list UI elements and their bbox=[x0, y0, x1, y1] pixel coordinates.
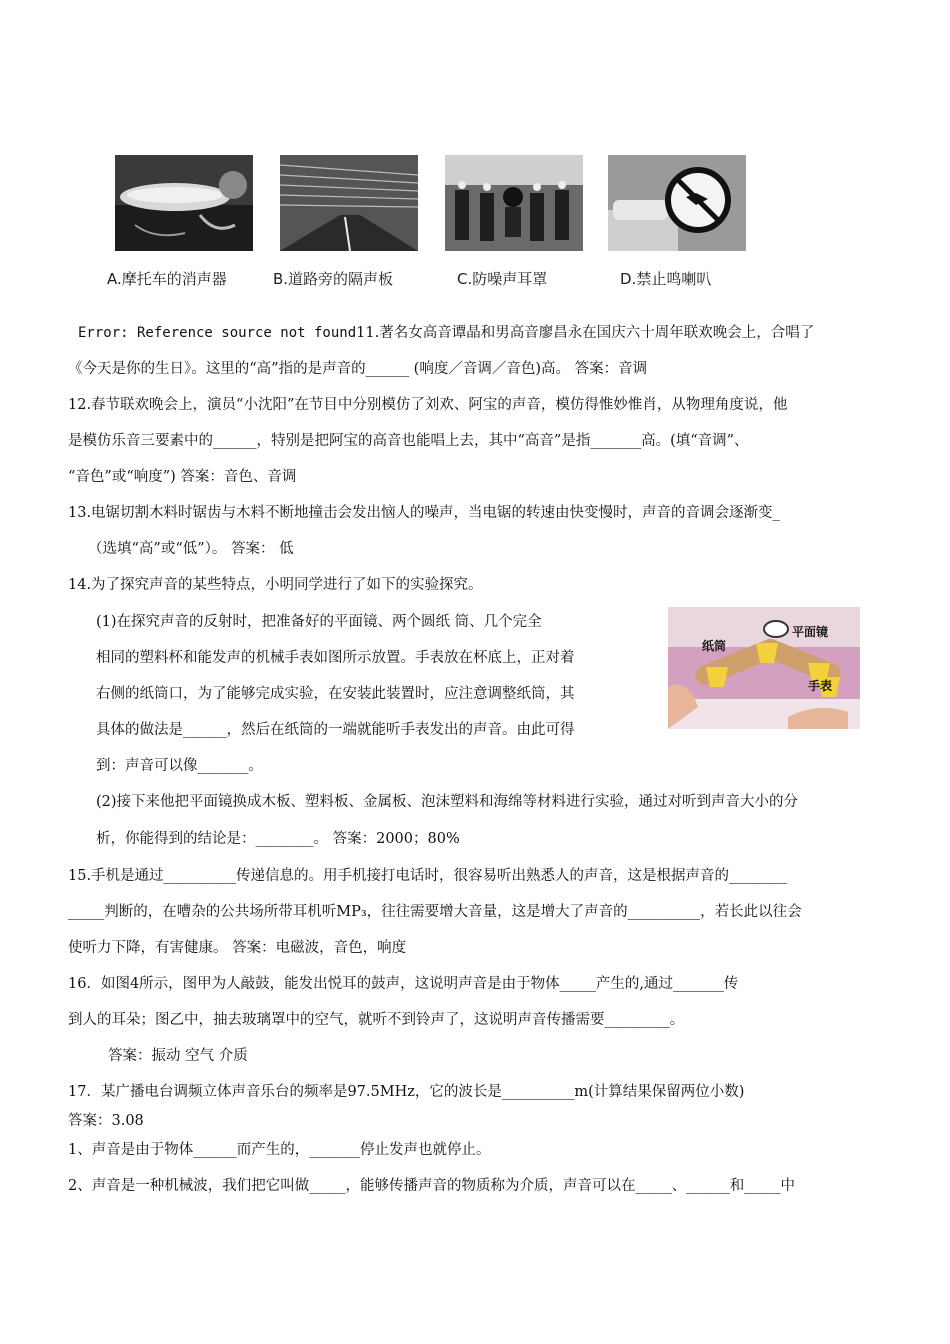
experiment-setup-image bbox=[668, 607, 860, 729]
q14-p2-line1: (2)接下来他把平面镜换成木板、塑料板、金属板、泡沫塑料和海绵等材料进行实验，通过对听到声音大小的分 bbox=[96, 794, 799, 810]
sound-barrier-image bbox=[280, 155, 418, 251]
q12-line2: 是模仿乐音三要素中的______，特别是把阿宝的高音也能唱上去，其中“高音”是指_______高。(填“音调”、 bbox=[68, 433, 749, 449]
caption-c: C.防噪声耳罩 bbox=[457, 270, 548, 288]
q12-line1: 12.春节联欢晚会上，演员“小沈阳”在节目中分别模仿了刘欢、阿宝的声音，模仿得惟妙惟肖，从物理角度说，他 bbox=[68, 397, 788, 413]
caption-a: A.摩托车的消声器 bbox=[107, 270, 227, 288]
label-plane-mirror: 平面镜 bbox=[792, 625, 829, 639]
q11-line1 bbox=[78, 323, 814, 343]
q15-line3: 使听力下降，有害健康。 答案：电磁波，音色，响度 bbox=[68, 940, 407, 956]
q14-p1-line2: 相同的塑料杯和能发声的机械手表如图所示放置。手表放在杯底上，正对着 bbox=[96, 650, 575, 666]
reference-error-text: Error: Reference source not found bbox=[78, 325, 357, 341]
q15-line2: _____判断的，在嘈杂的公共场所带耳机听MP₃，往往需要增大音量，这是增大了声音的__________，若长此以往会 bbox=[68, 904, 802, 920]
q13-line2: （选填“高”或“低”）。 答案： 低 bbox=[88, 541, 294, 557]
q16-line2: 到人的耳朵；图乙中，抽去玻璃罩中的空气，就听不到铃声了，这说明声音传播需要_________。 bbox=[68, 1012, 685, 1028]
q14-p1-line3: 右侧的纸筒口，为了能够完成实验，在安装此装置时，应注意调整纸筒，其 bbox=[96, 686, 575, 702]
q14-line1: 14.为了探究声音的某些特点，小明同学进行了如下的实验探究。 bbox=[68, 577, 483, 593]
figure-b-sound-barrier bbox=[280, 155, 418, 251]
q11-text: 11.著名女高音谭晶和男高音廖昌永在国庆六十周年联欢晚会上，合唱了 bbox=[356, 325, 815, 341]
q13-line1: 13.电锯切割木料时锯齿与木料不断地撞击会发出恼人的噪声，当电锯的转速由快变慢时，声音的音调会逐渐变_ bbox=[68, 505, 780, 521]
caption-d: D.禁止鸣喇叭 bbox=[620, 270, 712, 288]
q12-line3: “音色”或“响度”) 答案：音色、音调 bbox=[68, 469, 297, 485]
label-watch: 手表 bbox=[808, 679, 833, 693]
q16-answer: 答案：振动 空气 介质 bbox=[108, 1048, 248, 1064]
q17-answer: 答案：3.08 bbox=[68, 1113, 144, 1129]
q15-line1: 15.手机是通过__________传递信息的。用手机接打电话时，很容易听出熟悉人的声音，这是根据声音的________ bbox=[68, 868, 788, 884]
q14-p1-line5: 到：声音可以像_______。 bbox=[96, 758, 263, 774]
review-q1: 1、声音是由于物体______而产生的，_______停止发声也就停止。 bbox=[68, 1142, 491, 1158]
q14-p1-line4: 具体的做法是______，然后在纸筒的一端就能听手表发出的声音。由此可得 bbox=[96, 722, 575, 738]
q16-line1: 16．如图4所示，图甲为人敲鼓，能发出悦耳的鼓声，这说明声音是由于物体_____产生的,通过_______传 bbox=[68, 976, 739, 992]
q14-p2-line2: 析，你能得到的结论是：________。 答案：2000；80% bbox=[96, 831, 460, 847]
q11-line2: 《今天是你的生日》。这里的“高”指的是声音的______ (响度／音调／音色)高。 答案：音调 bbox=[68, 361, 648, 377]
reflection-experiment-photo bbox=[668, 607, 860, 729]
caption-b: B.道路旁的隔声板 bbox=[273, 270, 394, 288]
figure-d-no-honking bbox=[608, 155, 746, 251]
q14-p1-line1: (1)在探究声音的反射时，把准备好的平面镜、两个圆纸 筒、几个完全 bbox=[96, 614, 542, 630]
review-q2: 2、声音是一种机械波，我们把它叫做_____，能够传播声音的物质称为介质，声音可以在_____、______和_____中 bbox=[68, 1178, 795, 1194]
figure-c-earmuffs bbox=[445, 155, 583, 251]
q17-line1: 17．某广播电台调频立体声音乐台的频率是97.5MHz，它的波长是__________m(计算结果保留两位小数) bbox=[68, 1084, 745, 1100]
label-paper-tube: 纸筒 bbox=[702, 639, 727, 653]
figure-a-motorcycle-muffler bbox=[115, 155, 253, 251]
no-honking-sign-image bbox=[608, 155, 746, 251]
motorcycle-muffler-image bbox=[115, 155, 253, 251]
earmuffs-factory-image bbox=[445, 155, 583, 251]
